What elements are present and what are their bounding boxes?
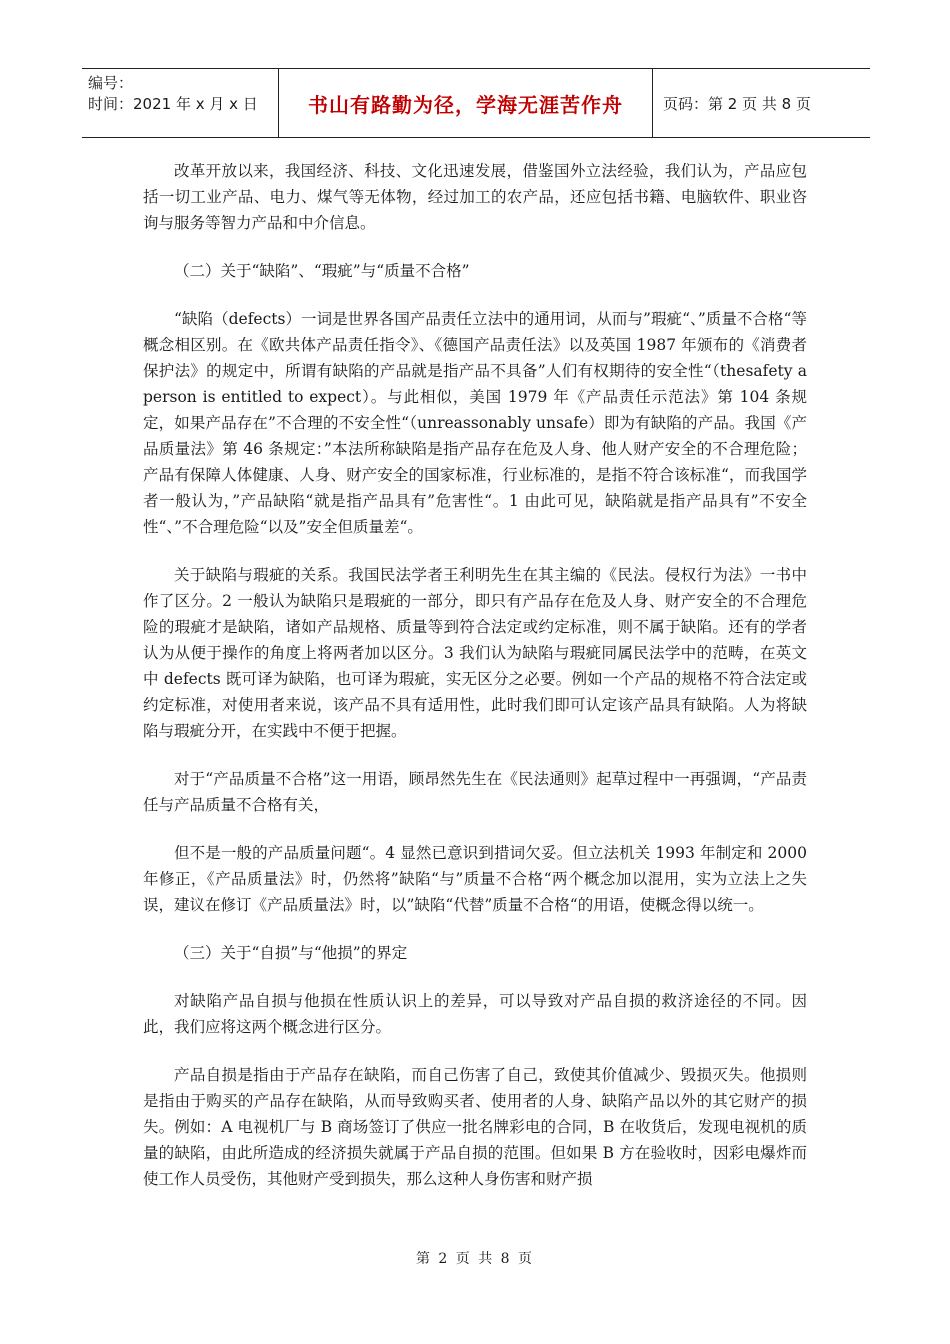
paragraph: “缺陷（defects）一词是世界各国产品责任立法中的通用词，从而与”瑕疵“、”质量不合格“等概念相区别。在《欧共体产品责任指令》、《德国产品责任法》以及英国 1987 年颁布的《消费者保护法》的规定中，所谓有缺陷的产品就是指产品不具备”人们有权期待的安全性“（thesafety a person is entitled to expect）。与此相似，美国 1979 年《产品责任示范法》第 104 条规定，如果产品存在”不合理的不安全性“（unreassonably unsafe）即为有缺陷的产品。我国《产品质量法》第 46 条规定：”本法所称缺陷是指产品存在危及人身、他人财产安全的不合理危险；产品有保障人体健康、人身、财产安全的国家标准，行业标准的，是指不符合该标准“，而我国学者一般认为，”产品缺陷“就是指产品具有”危害性“。1 由此可见，缺陷就是指产品具有”不安全性“、”不合理危险“以及”安全但质量差“。 [143, 310, 807, 536]
paragraph: 关于缺陷与瑕疵的关系。我国民法学者王利明先生在其主编的《民法。侵权行为法》一书中作了区分。2 一般认为缺陷只是瑕疵的一部分，即只有产品存在危及人身、财产安全的不合理危险的瑕疵才是缺陷，诸如产品规格、质量等到符合法定或约定标准，则不属于缺陷。还有的学者认为从便于操作的角度上将两者加以区分。3 我们认为缺陷与瑕疵同属民法学中的范畴，在英文中 defects 既可译为缺陷，也可译为瑕疵，实无区分之必要。例如一个产品的规格不符合法定或约定标准，对使用者来说，该产品不具有适用性，此时我们即可认定该产品具有缺陷。人为将缺陷与瑕疵分开，在实践中不便于把握。 [143, 566, 807, 740]
document-number-label: 编号： [88, 74, 134, 92]
paragraph: 改革开放以来，我国经济、科技、文化迅速发展，借鉴国外立法经验，我们认为，产品应包括一切工业产品、电力、煤气等无体物，经过加工的农产品，还应包括书籍、电脑软件、职业咨询与服务等智力产品和中介信息。 [143, 162, 807, 232]
section-heading: （二）关于“缺陷”、“瑕疵”与“质量不合格” [174, 262, 470, 280]
paragraph: 对于“产品质量不合格”这一用语，顾昂然先生在《民法通则》起草过程中一再强调，“产品责任与产品质量不合格有关， [143, 770, 807, 814]
paragraph: 对缺陷产品自损与他损在性质认识上的差异，可以导致对产品自损的救济途径的不同。因此，我们应将这两个概念进行区分。 [143, 992, 807, 1036]
header-page-label: 页码：第 2 页 共 8 页 [663, 94, 811, 113]
paragraph: 但不是一般的产品质量问题“。4 显然已意识到措词欠妥。但立法机关 1993 年制定和 2000 年修正，《产品质量法》时，仍然将”缺陷“与”质量不合格“两个概念加以混用，实为立法上之失误，建议在修订《产品质量法》时，以”缺陷“代替”质量不合格“的用语，使概念得以统一。 [143, 844, 807, 914]
header-motto: 书山有路勤为径，学海无涯苦作舟 [279, 69, 653, 137]
page-header [82, 68, 870, 138]
header-meta [82, 69, 279, 137]
document-date-label: 时间：2021 年 x 月 x 日 [88, 95, 258, 113]
paragraph: 产品自损是指由于产品存在缺陷，而自己伤害了自己，致使其价值减少、毁损灭失。他损则是指由于购买的产品存在缺陷，从而导致购买者、使用者的人身、缺陷产品以外的其它财产的损失。例如：A 电视机厂与 B 商场签订了供应一批名牌彩电的合同，B 在收货后，发现电视机的质量的缺陷，由此所造成的经济损失就属于产品自损的范围。但如果 B 方在验收时，因彩电爆炸而使工作人员受伤，其他财产受到损失，那么这种人身伤害和财产损 [143, 1066, 807, 1188]
page-footer: 第 2 页 共 8 页 [415, 1251, 535, 1267]
section-heading: （三）关于“自损”与“他损”的界定 [174, 944, 408, 962]
document-body [143, 158, 807, 1214]
